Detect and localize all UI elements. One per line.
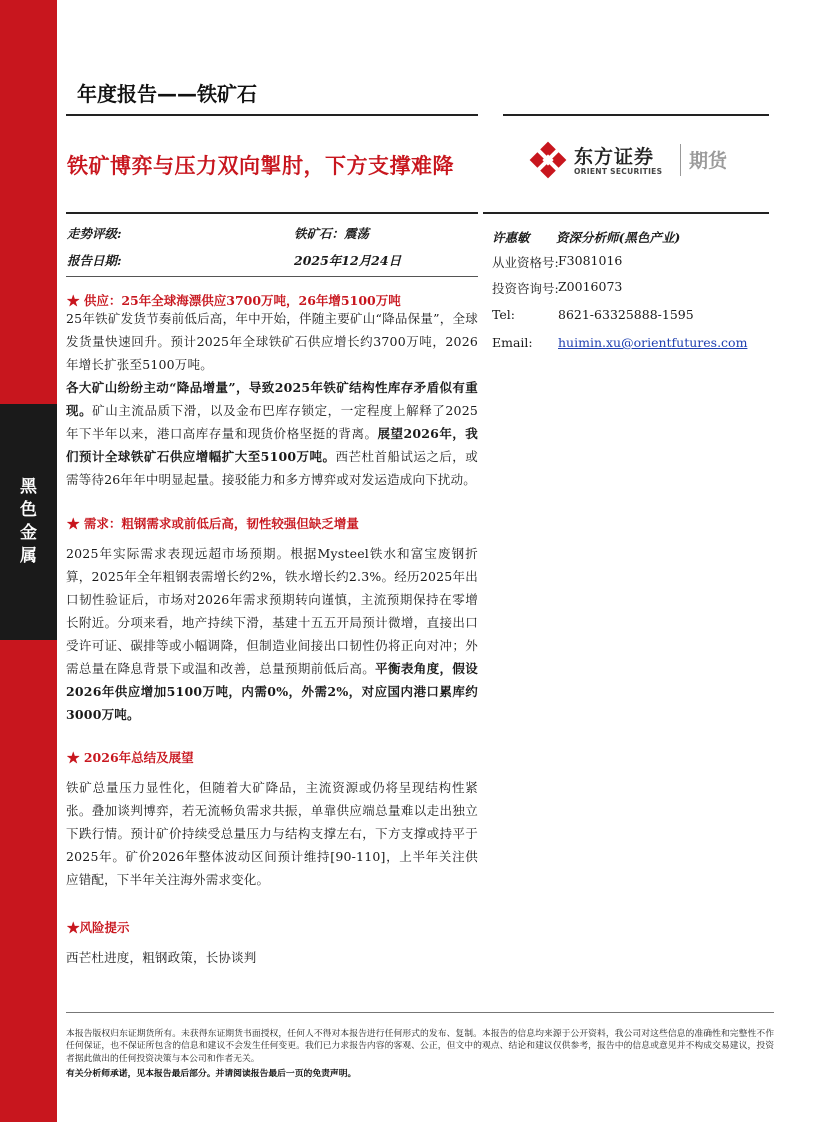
analyst-promise-note: 有关分析师承诺，见本报告最后部分。并请阅读报告最后一页的免责声明。	[66, 1069, 357, 1079]
consult-row	[492, 279, 772, 297]
demand-balance-point: 平衡表角度，假设2026年供应增加5100万吨，内需0%，外需2%，对应国内港口累库约3000万吨。	[66, 661, 478, 722]
tel-label: Tel:	[492, 307, 515, 322]
cert-row	[492, 253, 772, 271]
supply-detail-1: 矿山主流品质下滑，以及金布巴库存锁定，一定程度上解释了2025年下半年以来，港口高库存量和现货价格坚挺的背离。	[66, 403, 478, 441]
meta-bottom-rule	[66, 276, 478, 277]
supply-detail-2: 西芒杜首船试运之后，或需等待26年年中明显起量。接驳能力和多方博弈或对发运造成向下扰动。	[66, 449, 478, 487]
outlook-paragraph: 铁矿总量压力显性化，但随着大矿降品，主流资源或仍将呈现结构性紧张。叠加谈判博弈，若无流畅负需求共振，单靠供应端总量难以走出独立下跌行情。预计矿价持续受总量压力与结构支撑左右，下方支撑或持平于2025年。矿价2026年整体波动区间预计维持[90-110]，上半年关注供应错配，下半年关注海外需求变化。	[66, 780, 478, 887]
supply-key-point-1: 各大矿山纷纷主动“降品增量”，导致2025年铁矿结构性库存矛盾似有重现。	[66, 380, 478, 418]
report-headline: 铁矿博弈与压力双向掣肘，下方支撑难降	[67, 154, 454, 178]
risk-section-title: ★风险提示	[67, 920, 130, 935]
risk-paragraph: 西芒杜进度，粗钢政策，长协谈判	[66, 950, 257, 965]
meta-rule-left	[66, 212, 478, 214]
analyst-title: 资深分析师(黑色产业)	[556, 230, 681, 245]
supply-section-title: ★ 供应：25年全球海漂供应3700万吨，26年增5100万吨	[67, 293, 401, 308]
outlook-section-title: ★ 2026年总结及展望	[67, 750, 194, 765]
logo-name-cn: 东方证券	[574, 146, 655, 168]
supply-paragraph-2	[66, 376, 478, 491]
analyst-name: 许惠敏	[492, 230, 530, 245]
cert-label: 从业资格号:	[492, 255, 559, 270]
disclaimer-text: 本报告版权归东证期货所有。未获得东证期货书面授权，任何人不得对本报告进行任何形式的发布、复制。本报告的信息均来源于公开资料，我公司对这些信息的准确性和完整性不作任何保证，也不保证所包含的信息和建议不会发生任何变更。我们已力求报告内容的客观、公正，但文中的观点、结论和建议仅供参考，报告中的信息或意见并不构成交易建议，投资者据此做出的任何投资决策与本公司和作者无关。	[66, 1029, 774, 1064]
supply-paragraph-1: 25年铁矿发货节奏前低后高，年中开始，伴随主要矿山“降品保量”，全球发货量快速回升。预计2025年全球铁矿石供应增长约3700万吨，2026年增长扩张至5100万吨。	[66, 311, 478, 372]
side-tab-char: 金	[20, 523, 37, 543]
email-label: Email:	[492, 335, 533, 350]
tel-row	[492, 307, 772, 325]
trend-label: 走势评级:	[67, 226, 122, 241]
logo-futures-tag: 期货	[689, 150, 728, 172]
trend-value: 铁矿石：震荡	[294, 226, 370, 241]
email-row	[492, 335, 772, 353]
consult-label: 投资咨询号:	[492, 281, 559, 296]
supply-key-point-2: 展望2026年，我们预计全球铁矿石供应增幅扩大至5100万吨。	[66, 426, 478, 464]
footer-rule	[66, 1012, 774, 1013]
orient-logo-icon	[528, 140, 568, 180]
side-tab-char: 属	[20, 546, 37, 566]
cert-value: F3081016	[558, 253, 623, 268]
demand-section-title: ★ 需求：粗钢需求或前低后高，韧性较强但缺乏增量	[67, 516, 359, 531]
demand-detail: 2025年实际需求表现远超市场预期。根据Mysteel铁水和富宝废钢折算，2025年全年粗钢表需增长约2%，铁水增长约2.3%。经历2025年出口韧性验证后，市场对2026年需求预期转向谨慎，主流预期保持在零增长附近。分项来看，地产持续下滑，基建十五五开局预计微增，直接出口受许可证、碳排等或小幅调降，但制造业间接出口韧性仍将正向对冲；外需总量在降息背景下或温和改善，总量预期前低后高。	[66, 546, 478, 676]
tel-value: 8621-63325888-1595	[558, 307, 694, 322]
report-type: 年度报告——铁矿石	[77, 82, 257, 106]
logo-divider	[680, 144, 681, 176]
header-rule-left	[66, 114, 478, 116]
logo-name-en: ORIENT SECURITIES	[574, 167, 663, 176]
consult-value: Z0016073	[558, 279, 623, 294]
side-tab-char: 黑	[20, 477, 37, 497]
company-logo	[528, 140, 768, 182]
date-value: 2025年12月24日	[294, 253, 402, 268]
demand-paragraph	[66, 542, 478, 726]
meta-rule-right	[483, 212, 769, 214]
side-tab-char: 色	[20, 500, 37, 520]
header-rule-right	[503, 114, 769, 116]
category-side-tab	[0, 404, 57, 640]
email-link[interactable]: huimin.xu@orientfutures.com	[558, 335, 748, 350]
date-label: 报告日期:	[67, 253, 122, 268]
